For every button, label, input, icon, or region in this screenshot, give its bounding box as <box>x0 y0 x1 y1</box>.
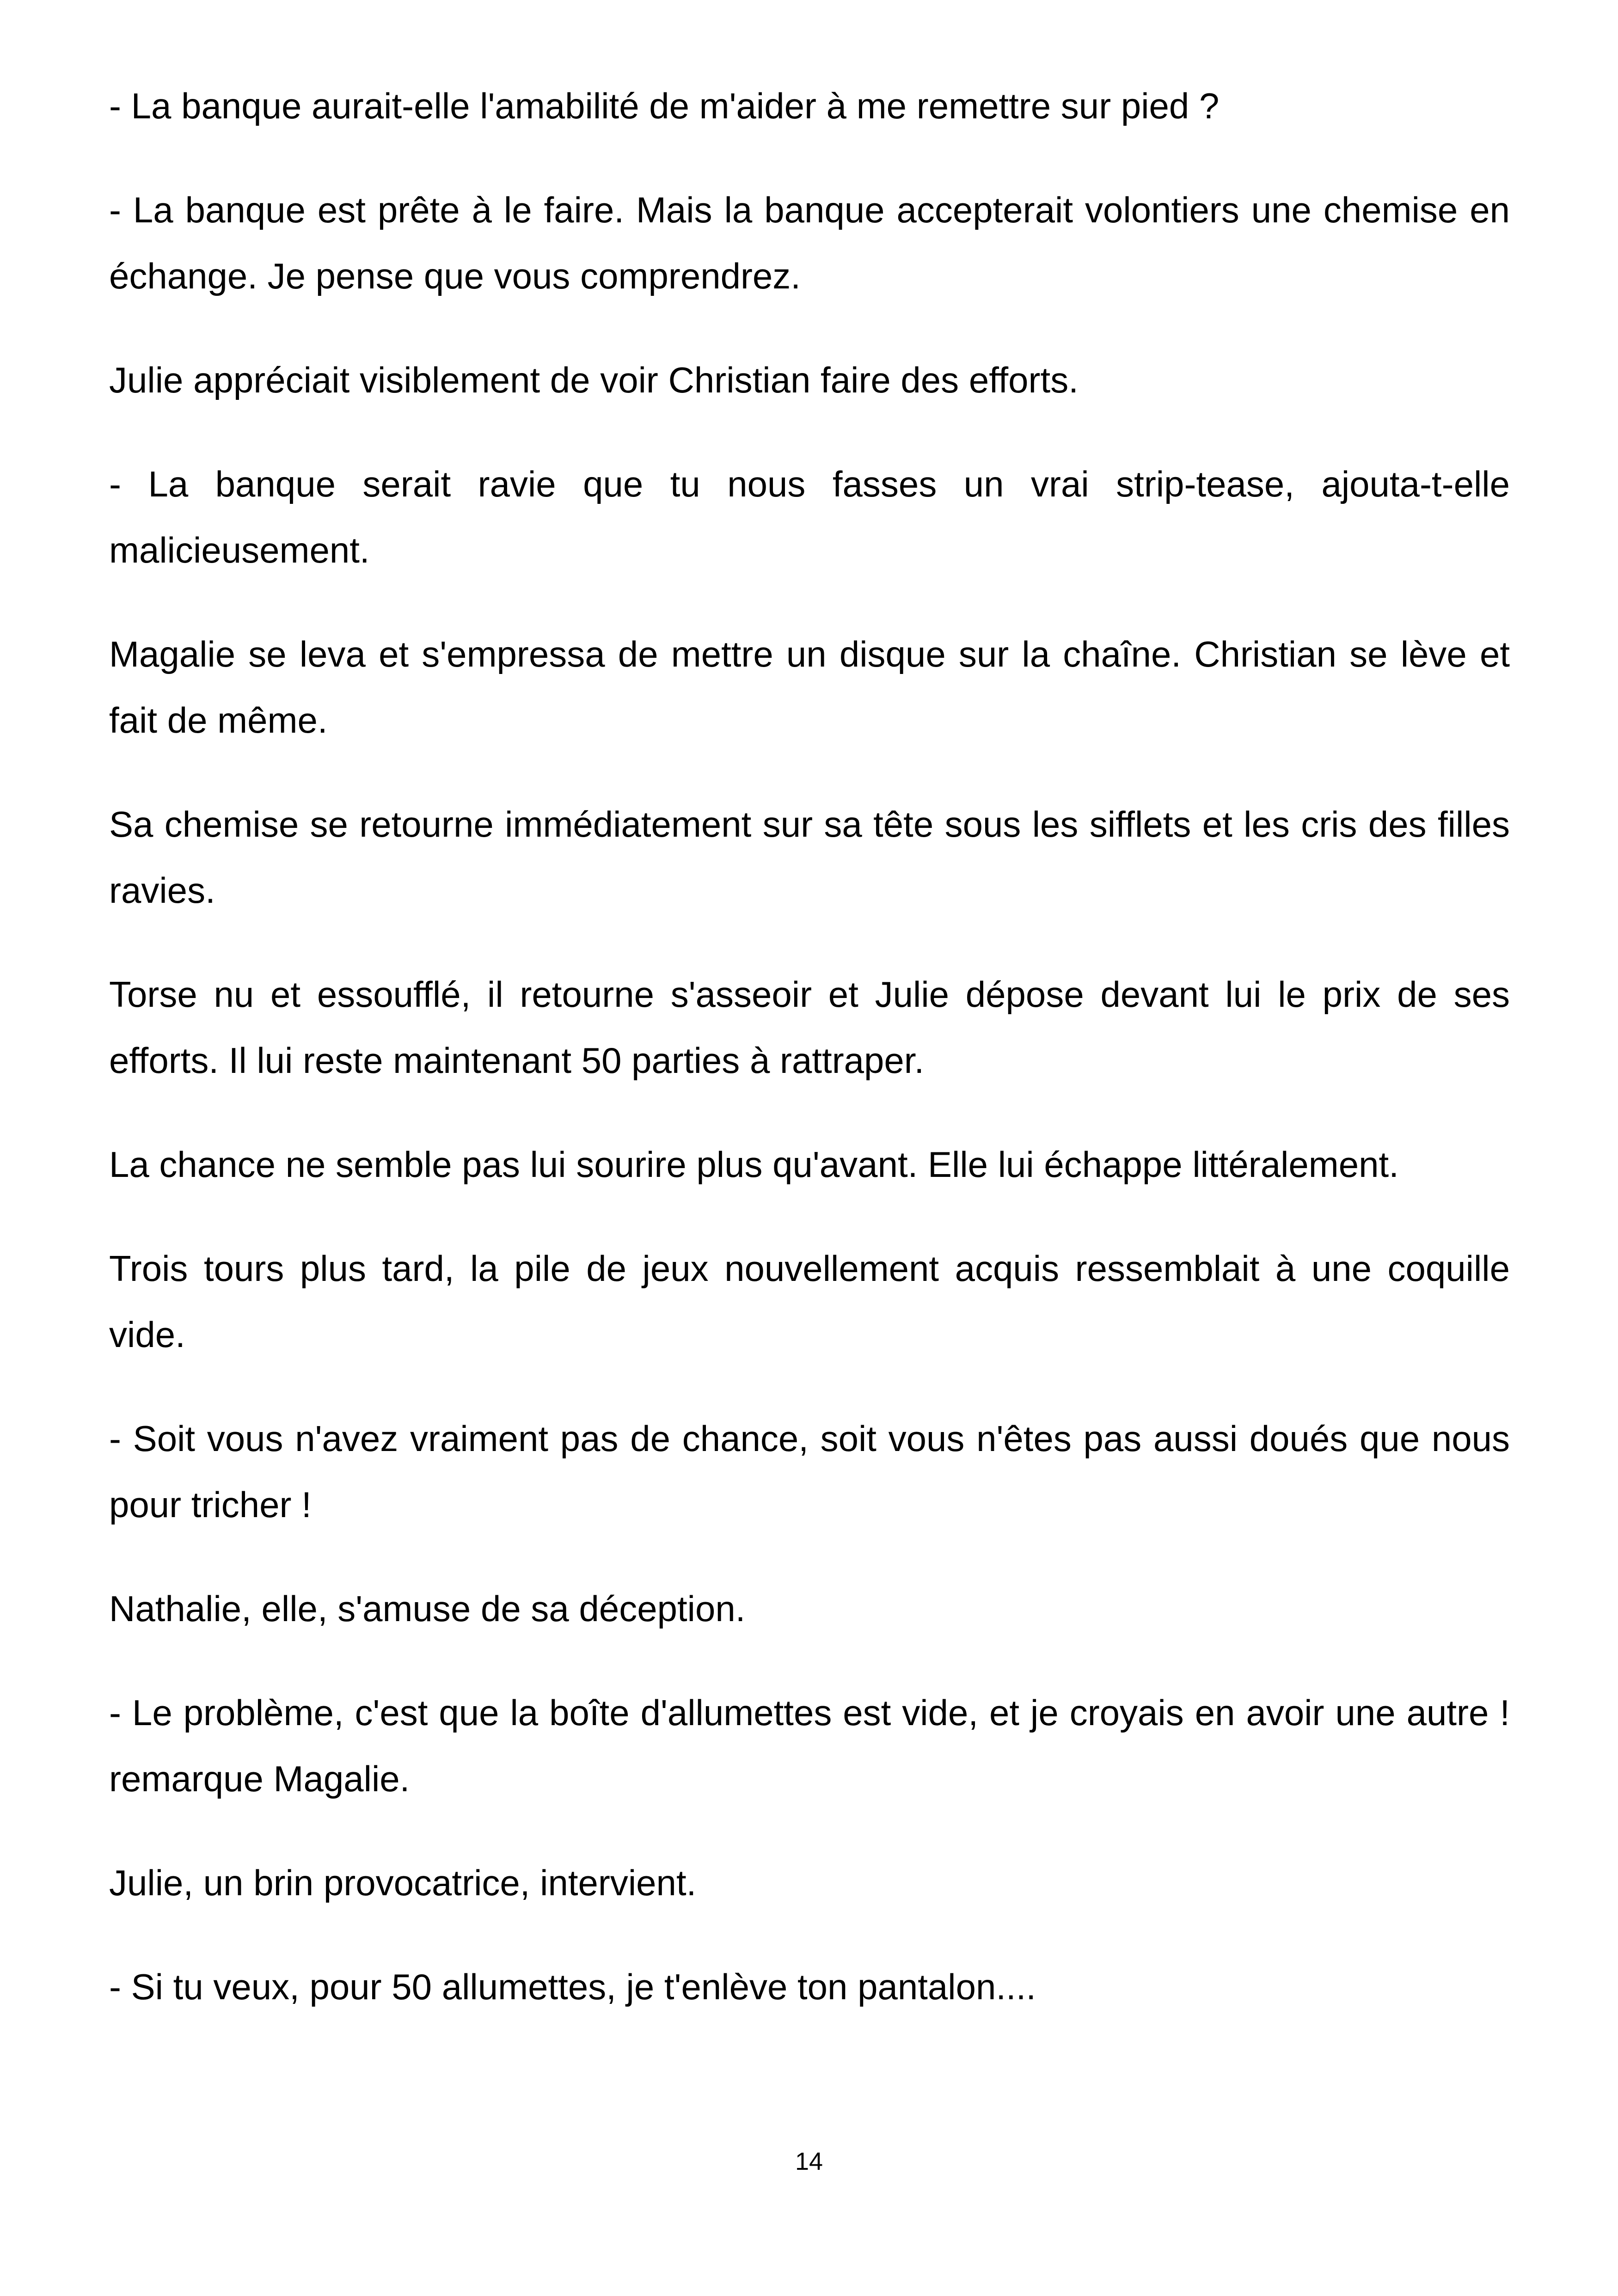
paragraph: La chance ne semble pas lui sourire plus qu'avant. Elle lui échappe littéralement. <box>109 1144 1399 1185</box>
paragraph: - Soit vous n'avez vraiment pas de chance, soit vous n'êtes pas aussi doués que nous pour tricher ! <box>109 1418 1510 1525</box>
body-text <box>109 73 1510 2058</box>
paragraph: Magalie se leva et s'empressa de mettre un disque sur la chaîne. Christian se lève et fait de même. <box>109 634 1510 741</box>
page-number: 14 <box>795 2148 823 2175</box>
paragraph: - La banque serait ravie que tu nous fasses un vrai strip-tease, ajouta-t-elle malicieusement. <box>109 464 1510 570</box>
paragraph: - Le problème, c'est que la boîte d'allumettes est vide, et je croyais en avoir une autre ! remarque Magalie. <box>109 1692 1510 1799</box>
paragraph: - La banque aurait-elle l'amabilité de m'aider à me remettre sur pied ? <box>109 86 1220 126</box>
paragraph: Julie, un brin provocatrice, intervient. <box>109 1862 697 1903</box>
paragraph: Julie appréciait visiblement de voir Christian faire des efforts. <box>109 360 1079 400</box>
paragraph: Torse nu et essoufflé, il retourne s'asseoir et Julie dépose devant lui le prix de ses efforts. Il lui reste maintenant 50 parties à rattraper. <box>109 974 1510 1081</box>
paragraph: Trois tours plus tard, la pile de jeux nouvellement acquis ressemblait à une coquille vide. <box>109 1248 1510 1355</box>
paragraph: Sa chemise se retourne immédiatement sur sa tête sous les sifflets et les cris des filles ravies. <box>109 804 1510 911</box>
paragraph: - La banque est prête à le faire. Mais la banque accepterait volontiers une chemise en échange. Je pense que vous comprendrez. <box>109 190 1510 296</box>
paragraph: Nathalie, elle, s'amuse de sa déception. <box>109 1588 746 1629</box>
paragraph: - Si tu veux, pour 50 allumettes, je t'enlève ton pantalon.... <box>109 1966 1036 2007</box>
